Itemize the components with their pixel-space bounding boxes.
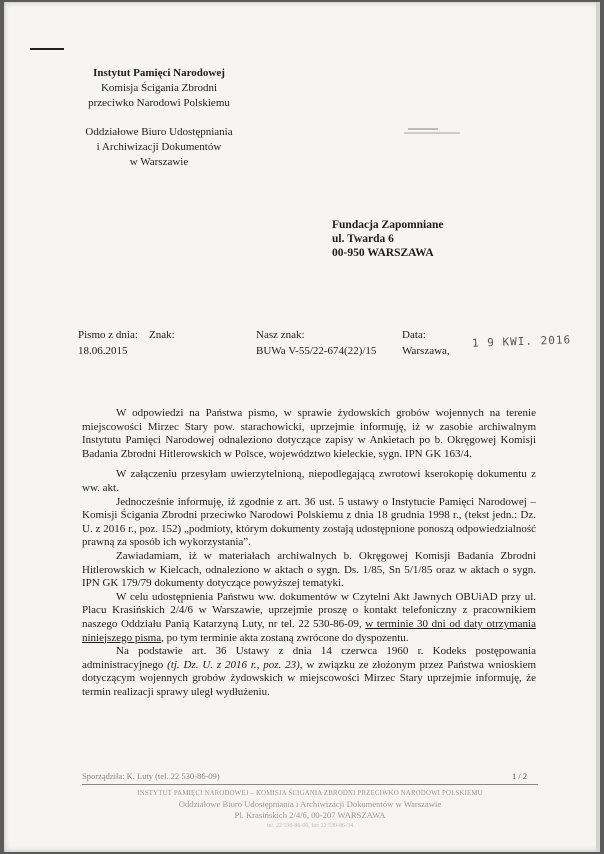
sender-institute: Instytut Pamięci Narodowej — [93, 67, 225, 79]
footer-line-2: Oddziałowe Biuro Udostępniania i Archiwizacji Dokumentów w Warszawie — [178, 799, 442, 809]
our-ref-label: Nasz znak: — [256, 329, 305, 341]
scan-smudge — [400, 124, 470, 138]
recipient-name: Fundacja Zapomniane — [332, 219, 444, 231]
page-number: 1 / 2 — [512, 771, 528, 781]
paragraph-6-text-a: Na podstawie art. 36 Ustawy z dnia 14 czerwca 1960 r. Kodeks postępowania administracyjnego — [82, 645, 536, 671]
date-label: Data: — [402, 329, 426, 341]
paragraph-5 — [82, 591, 536, 645]
prepared-by: Sporządziła: K. Luty (tel. 22 530-86-09) — [82, 771, 220, 781]
letter-ref-label: Znak: — [149, 329, 175, 341]
letter-date-label: Pismo z dnia: — [78, 329, 138, 341]
paragraph-6 — [82, 645, 536, 699]
footer-line-1: INSTYTUT PAMIĘCI NARODOWEJ – KOMISJA ŚCIGANIA ZBRODNI PRZECIWKO NARODOWI POLSKIEMU — [137, 790, 483, 797]
our-ref-value: BUWa V-55/22-674(22)/15 — [256, 345, 377, 357]
sender-block — [64, 66, 254, 170]
document-page — [4, 2, 600, 852]
place-value: Warszawa, — [402, 345, 450, 357]
paragraph-3: Jednocześnie informuję, iż zgodnie z art. 36 ust. 5 ustawy o Instytucie Pamięci Narodowej – Komisji Ścigania Zbrodni przeciwko Narodowi Polskiemu z dnia 18 grudnia 1998 r., (tekst jedn.: Dz. U. z 2016 r., poz. 152) „podmioty, którym dokumenty zostają udostępnione ponoszą odpowiedzialność prawną za sposób ich wykorzystania”. — [82, 495, 536, 549]
legal-citation: (tj. Dz. U. z 2016 r., poz. 23), — [167, 658, 303, 671]
paragraph-2: W załączeniu przesyłam uwierzytelnioną, niepodlegającą zwrotowi kserokopię dokumentu z ww. akt. — [82, 468, 536, 494]
footer-line-4: tel. 22 530-86-00, fax 22 530-86-34 — [266, 823, 354, 829]
paragraph-5-text-a: W celu udostępnienia Państwu ww. dokumentów w Czytelni Akt Jawnych OBUiAD przy ul. Placu Krasińskich 2/4/6 w Warszawie, uprzejmie proszę o kontakt telefoniczny z pracownikiem naszego Oddziału Panią Katarzyną Luty, nr tel. 22 530-86-09, — [82, 590, 536, 630]
letter-body — [82, 407, 536, 699]
letter-date-value: 18.06.2015 — [78, 345, 128, 357]
paragraph-1: W odpowiedzi na Państwa pismo, w sprawie żydowskich grobów wojennych na terenie miejscowości Mirzec Stary pow. starachowicki, uprzejmie informuję, iż w zasobie archiwalnym Instytutu Pamięci Narodowej odnaleziono dotyczące zapisy w Ankietach po b. Okręgowej Komisji Badania Zbrodni Hitlerowskich w Polsce, województwo kieleckie, sygn. IPN GK 163/4. — [82, 407, 536, 460]
paragraph-4: Zawiadamiam, iż w materiałach archiwalnych b. Okręgowej Komisji Badania Zbrodni Hitlerowskich w Kielcach, odnaleziono w aktach o sygn. Ds. 1/85, Sn 5/1/85 oraz w aktach o sygn. IPN GK 179/79 dokumenty dotyczące powyższej tematyki. — [82, 549, 536, 590]
date-stamp: 1 9 KWI. 2016 — [471, 333, 572, 350]
sender-dept-line2: i Archiwizacji Dokumentów — [96, 141, 222, 153]
paragraph-6-text-b: w związku ze złożonym przez Państwa wnioskiem dotyczącym wojennych grobów żydowskich w miejscowości Mirzec Stary uprzejmie informuję, że termin realizacji sprawy uległ wydłużeniu. — [82, 658, 537, 698]
sender-dept-line3: w Warszawie — [129, 156, 189, 168]
fold-mark — [30, 48, 64, 50]
letterhead-footer — [82, 788, 538, 832]
paragraph-5-text-b: po tym terminie akta zostaną zwrócone do dyspozentu. — [166, 631, 409, 644]
sender-commission-line2: przeciwko Narodowi Polskiemu — [88, 97, 230, 109]
recipient-city: 00-950 WARSZAWA — [332, 247, 434, 259]
recipient-block — [332, 218, 444, 260]
sender-commission-line1: Komisja Ścigania Zbrodni — [100, 82, 218, 94]
footer-divider — [82, 784, 538, 785]
footer-line-3: Pl. Krasińskich 2/4/6, 00-207 WARSZAWA — [234, 810, 386, 820]
sender-dept-line1: Oddziałowe Biuro Udostępniania — [85, 126, 233, 138]
page-edge — [596, 2, 600, 852]
recipient-street: ul. Twarda 6 — [332, 233, 394, 245]
deadline-underlined: w terminie 30 dni od daty otrzymania niniejszego pisma, — [82, 617, 536, 644]
